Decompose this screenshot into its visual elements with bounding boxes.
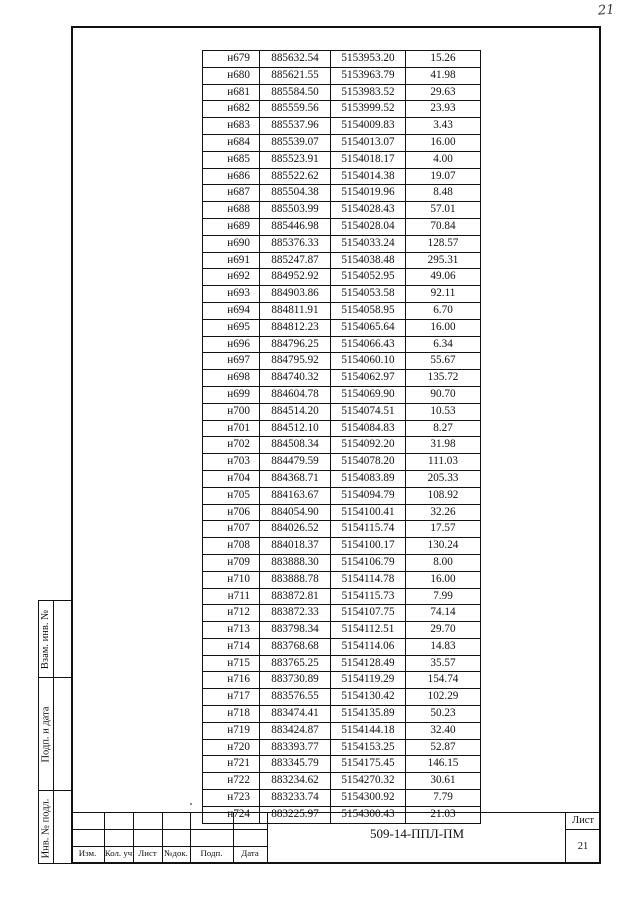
point-id-cell: н702	[203, 437, 260, 454]
distance-cell: 7.99	[406, 588, 481, 605]
x-coordinate-cell: 884604.78	[260, 386, 331, 403]
y-coordinate-cell: 5153953.20	[331, 51, 406, 68]
point-id-cell: н686	[203, 168, 260, 185]
side-stamp-field3: Инв. № подл.	[40, 798, 52, 858]
table-row	[203, 706, 481, 723]
table-row	[203, 672, 481, 689]
table-row	[203, 605, 481, 622]
x-coordinate-cell: 883765.25	[260, 655, 331, 672]
point-id-cell: н716	[203, 672, 260, 689]
x-coordinate-cell: 885537.96	[260, 118, 331, 135]
distance-cell: 32.40	[406, 722, 481, 739]
y-coordinate-cell: 5154128.49	[331, 655, 406, 672]
distance-cell: 130.24	[406, 538, 481, 555]
x-coordinate-cell: 883345.79	[260, 756, 331, 773]
y-coordinate-cell: 5153963.79	[331, 67, 406, 84]
y-coordinate-cell: 5154083.89	[331, 470, 406, 487]
y-coordinate-cell: 5154009.83	[331, 118, 406, 135]
table-row	[203, 235, 481, 252]
distance-cell: 16.00	[406, 571, 481, 588]
table-row	[203, 67, 481, 84]
table-row	[203, 655, 481, 672]
y-coordinate-cell: 5154270.32	[331, 773, 406, 790]
x-coordinate-cell: 884163.67	[260, 487, 331, 504]
x-coordinate-cell: 884812.23	[260, 319, 331, 336]
table-row	[203, 134, 481, 151]
table-row	[203, 151, 481, 168]
distance-cell: 108.92	[406, 487, 481, 504]
distance-cell: 92.11	[406, 286, 481, 303]
y-coordinate-cell: 5154135.89	[331, 706, 406, 723]
table-row	[203, 554, 481, 571]
x-coordinate-cell: 884026.52	[260, 521, 331, 538]
table-row	[203, 454, 481, 471]
point-id-cell: н703	[203, 454, 260, 471]
x-coordinate-cell: 885621.55	[260, 67, 331, 84]
point-id-cell: н679	[203, 51, 260, 68]
y-coordinate-cell: 5154069.90	[331, 386, 406, 403]
point-id-cell: н691	[203, 252, 260, 269]
x-coordinate-cell: 885523.91	[260, 151, 331, 168]
distance-cell: 30.61	[406, 773, 481, 790]
y-coordinate-cell: 5154106.79	[331, 554, 406, 571]
distance-cell: 6.70	[406, 302, 481, 319]
distance-cell: 57.01	[406, 202, 481, 219]
y-coordinate-cell: 5154115.74	[331, 521, 406, 538]
table-row	[203, 722, 481, 739]
distance-cell: 135.72	[406, 370, 481, 387]
point-id-cell: н694	[203, 302, 260, 319]
y-coordinate-cell: 5154084.83	[331, 420, 406, 437]
point-id-cell: н698	[203, 370, 260, 387]
y-coordinate-cell: 5154100.41	[331, 504, 406, 521]
point-id-cell: н692	[203, 269, 260, 286]
point-id-cell: н713	[203, 622, 260, 639]
x-coordinate-cell: 883768.68	[260, 638, 331, 655]
distance-cell: 6.34	[406, 336, 481, 353]
x-coordinate-cell: 883225.97	[260, 806, 331, 823]
distance-cell: 3.43	[406, 118, 481, 135]
point-id-cell: н685	[203, 151, 260, 168]
table-row	[203, 218, 481, 235]
table-row	[203, 739, 481, 756]
distance-cell: 111.03	[406, 454, 481, 471]
distance-cell: 52.87	[406, 739, 481, 756]
x-coordinate-cell: 885522.62	[260, 168, 331, 185]
table-row	[203, 420, 481, 437]
table-row	[203, 370, 481, 387]
y-coordinate-cell: 5154018.17	[331, 151, 406, 168]
x-coordinate-cell: 883576.55	[260, 689, 331, 706]
sheet-number: 21	[577, 841, 589, 852]
distance-cell: 50.23	[406, 706, 481, 723]
table-row	[203, 521, 481, 538]
point-id-cell: н696	[203, 336, 260, 353]
y-coordinate-cell: 5154038.48	[331, 252, 406, 269]
point-id-cell: н684	[203, 134, 260, 151]
x-coordinate-cell: 883233.74	[260, 790, 331, 807]
header-kol-uch: Кол. уч	[104, 848, 133, 858]
y-coordinate-cell: 5154100.17	[331, 538, 406, 555]
x-coordinate-cell: 884018.37	[260, 538, 331, 555]
table-row	[203, 252, 481, 269]
x-coordinate-cell: 885504.38	[260, 185, 331, 202]
table-row	[203, 84, 481, 101]
y-coordinate-cell: 5154078.20	[331, 454, 406, 471]
table-row	[203, 353, 481, 370]
table-row	[203, 118, 481, 135]
distance-cell: 7.79	[406, 790, 481, 807]
point-id-cell: н714	[203, 638, 260, 655]
x-coordinate-cell: 884054.90	[260, 504, 331, 521]
point-id-cell: н721	[203, 756, 260, 773]
document-number: 509-14-ППЛ-ПМ	[369, 826, 465, 841]
table-row	[203, 403, 481, 420]
side-stamp-field1: Взам. инв. №	[40, 609, 52, 670]
handwritten-page-number: 21	[597, 2, 616, 19]
y-coordinate-cell: 5154028.04	[331, 218, 406, 235]
x-coordinate-cell: 883888.30	[260, 554, 331, 571]
table-row	[203, 790, 481, 807]
y-coordinate-cell: 5154153.25	[331, 739, 406, 756]
x-coordinate-cell: 884740.32	[260, 370, 331, 387]
table-row	[203, 773, 481, 790]
distance-cell: 14.83	[406, 638, 481, 655]
distance-cell: 29.70	[406, 622, 481, 639]
distance-cell: 15.26	[406, 51, 481, 68]
distance-cell: 31.98	[406, 437, 481, 454]
distance-cell: 55.67	[406, 353, 481, 370]
distance-cell: 23.93	[406, 101, 481, 118]
x-coordinate-cell: 885376.33	[260, 235, 331, 252]
y-coordinate-cell: 5154052.95	[331, 269, 406, 286]
point-id-cell: н717	[203, 689, 260, 706]
sheet-label: Лист	[572, 815, 594, 826]
y-coordinate-cell: 5154114.78	[331, 571, 406, 588]
point-id-cell: н699	[203, 386, 260, 403]
point-id-cell: н704	[203, 470, 260, 487]
x-coordinate-cell: 883474.41	[260, 706, 331, 723]
header-izm: Изм.	[78, 848, 97, 858]
y-coordinate-cell: 5154107.75	[331, 605, 406, 622]
distance-cell: 8.48	[406, 185, 481, 202]
distance-cell: 102.29	[406, 689, 481, 706]
y-coordinate-cell: 5154300.43	[331, 806, 406, 823]
table-row	[203, 386, 481, 403]
point-id-cell: н688	[203, 202, 260, 219]
point-id-cell: н682	[203, 101, 260, 118]
x-coordinate-cell: 884514.20	[260, 403, 331, 420]
y-coordinate-cell: 5154144.18	[331, 722, 406, 739]
point-id-cell: н700	[203, 403, 260, 420]
table-row	[203, 622, 481, 639]
point-id-cell: н701	[203, 420, 260, 437]
table-row	[203, 302, 481, 319]
x-coordinate-cell: 885584.50	[260, 84, 331, 101]
x-coordinate-cell: 884368.71	[260, 470, 331, 487]
distance-cell: 205.33	[406, 470, 481, 487]
distance-cell: 16.00	[406, 319, 481, 336]
y-coordinate-cell: 5154062.97	[331, 370, 406, 387]
y-coordinate-cell: 5154013.07	[331, 134, 406, 151]
y-coordinate-cell: 5154014.38	[331, 168, 406, 185]
x-coordinate-cell: 884796.25	[260, 336, 331, 353]
distance-cell: 8.27	[406, 420, 481, 437]
x-coordinate-cell: 885247.87	[260, 252, 331, 269]
y-coordinate-cell: 5154028.43	[331, 202, 406, 219]
title-block	[71, 812, 601, 864]
y-coordinate-cell: 5154114.06	[331, 638, 406, 655]
y-coordinate-cell: 5154112.51	[331, 622, 406, 639]
scan-speck	[190, 803, 192, 805]
x-coordinate-cell: 883798.34	[260, 622, 331, 639]
table-row	[203, 269, 481, 286]
x-coordinate-cell: 885446.98	[260, 218, 331, 235]
table-row	[203, 336, 481, 353]
table-row	[203, 437, 481, 454]
point-id-cell: н724	[203, 806, 260, 823]
side-stamp-field2: Подп. и дата	[40, 706, 52, 763]
distance-cell: 49.06	[406, 269, 481, 286]
coordinates-table-body	[203, 51, 481, 824]
y-coordinate-cell: 5154119.29	[331, 672, 406, 689]
table-row	[203, 319, 481, 336]
header-list: Лист	[138, 848, 157, 858]
x-coordinate-cell: 883888.78	[260, 571, 331, 588]
y-coordinate-cell: 5154130.42	[331, 689, 406, 706]
table-row	[203, 101, 481, 118]
point-id-cell: н719	[203, 722, 260, 739]
table-row	[203, 538, 481, 555]
x-coordinate-cell: 883872.81	[260, 588, 331, 605]
y-coordinate-cell: 5154033.24	[331, 235, 406, 252]
point-id-cell: н722	[203, 773, 260, 790]
distance-cell: 128.57	[406, 235, 481, 252]
y-coordinate-cell: 5154060.10	[331, 353, 406, 370]
x-coordinate-cell: 884479.59	[260, 454, 331, 471]
y-coordinate-cell: 5154065.64	[331, 319, 406, 336]
point-id-cell: н712	[203, 605, 260, 622]
point-id-cell: н707	[203, 521, 260, 538]
header-podp: Подп.	[200, 848, 223, 858]
y-coordinate-cell: 5153999.52	[331, 101, 406, 118]
distance-cell: 16.00	[406, 134, 481, 151]
distance-cell: 295.31	[406, 252, 481, 269]
point-id-cell: н695	[203, 319, 260, 336]
distance-cell: 70.84	[406, 218, 481, 235]
point-id-cell: н681	[203, 84, 260, 101]
y-coordinate-cell: 5153983.52	[331, 84, 406, 101]
x-coordinate-cell: 883393.77	[260, 739, 331, 756]
point-id-cell: н689	[203, 218, 260, 235]
distance-cell: 35.57	[406, 655, 481, 672]
header-no-dok: №док.	[164, 848, 188, 858]
point-id-cell: н705	[203, 487, 260, 504]
y-coordinate-cell: 5154300.92	[331, 790, 406, 807]
table-row	[203, 487, 481, 504]
point-id-cell: н687	[203, 185, 260, 202]
table-row	[203, 689, 481, 706]
point-id-cell: н715	[203, 655, 260, 672]
x-coordinate-cell: 884811.91	[260, 302, 331, 319]
x-coordinate-cell: 884512.10	[260, 420, 331, 437]
header-data: Дата	[241, 848, 259, 858]
table-row	[203, 470, 481, 487]
table-row	[203, 286, 481, 303]
distance-cell: 90.70	[406, 386, 481, 403]
x-coordinate-cell: 885559.56	[260, 101, 331, 118]
distance-cell: 29.63	[406, 84, 481, 101]
point-id-cell: н709	[203, 554, 260, 571]
table-row	[203, 168, 481, 185]
x-coordinate-cell: 884952.92	[260, 269, 331, 286]
y-coordinate-cell: 5154115.73	[331, 588, 406, 605]
point-id-cell: н680	[203, 67, 260, 84]
point-id-cell: н723	[203, 790, 260, 807]
x-coordinate-cell: 884903.86	[260, 286, 331, 303]
table-row	[203, 202, 481, 219]
point-id-cell: н690	[203, 235, 260, 252]
point-id-cell: н683	[203, 118, 260, 135]
point-id-cell: н708	[203, 538, 260, 555]
distance-cell: 21.03	[406, 806, 481, 823]
y-coordinate-cell: 5154175.45	[331, 756, 406, 773]
distance-cell: 41.98	[406, 67, 481, 84]
distance-cell: 32.26	[406, 504, 481, 521]
distance-cell: 4.00	[406, 151, 481, 168]
point-id-cell: н693	[203, 286, 260, 303]
y-coordinate-cell: 5154053.58	[331, 286, 406, 303]
table-row	[203, 588, 481, 605]
distance-cell: 154.74	[406, 672, 481, 689]
table-row	[203, 571, 481, 588]
distance-cell: 146.15	[406, 756, 481, 773]
distance-cell: 10.53	[406, 403, 481, 420]
x-coordinate-cell: 883234.62	[260, 773, 331, 790]
point-id-cell: н718	[203, 706, 260, 723]
table-row	[203, 504, 481, 521]
x-coordinate-cell: 883872.33	[260, 605, 331, 622]
x-coordinate-cell: 884795.92	[260, 353, 331, 370]
y-coordinate-cell: 5154074.51	[331, 403, 406, 420]
coordinates-table	[202, 50, 481, 824]
x-coordinate-cell: 883424.87	[260, 722, 331, 739]
y-coordinate-cell: 5154092.20	[331, 437, 406, 454]
table-row	[203, 185, 481, 202]
x-coordinate-cell: 883730.89	[260, 672, 331, 689]
x-coordinate-cell: 884508.34	[260, 437, 331, 454]
point-id-cell: н697	[203, 353, 260, 370]
point-id-cell: н706	[203, 504, 260, 521]
x-coordinate-cell: 885539.07	[260, 134, 331, 151]
table-row	[203, 51, 481, 68]
y-coordinate-cell: 5154066.43	[331, 336, 406, 353]
distance-cell: 74.14	[406, 605, 481, 622]
table-row	[203, 638, 481, 655]
x-coordinate-cell: 885503.99	[260, 202, 331, 219]
point-id-cell: н720	[203, 739, 260, 756]
distance-cell: 8.00	[406, 554, 481, 571]
point-id-cell: н710	[203, 571, 260, 588]
table-row	[203, 756, 481, 773]
y-coordinate-cell: 5154019.96	[331, 185, 406, 202]
y-coordinate-cell: 5154094.79	[331, 487, 406, 504]
distance-cell: 19.07	[406, 168, 481, 185]
side-stamp	[38, 600, 72, 864]
x-coordinate-cell: 885632.54	[260, 51, 331, 68]
y-coordinate-cell: 5154058.95	[331, 302, 406, 319]
point-id-cell: н711	[203, 588, 260, 605]
distance-cell: 17.57	[406, 521, 481, 538]
